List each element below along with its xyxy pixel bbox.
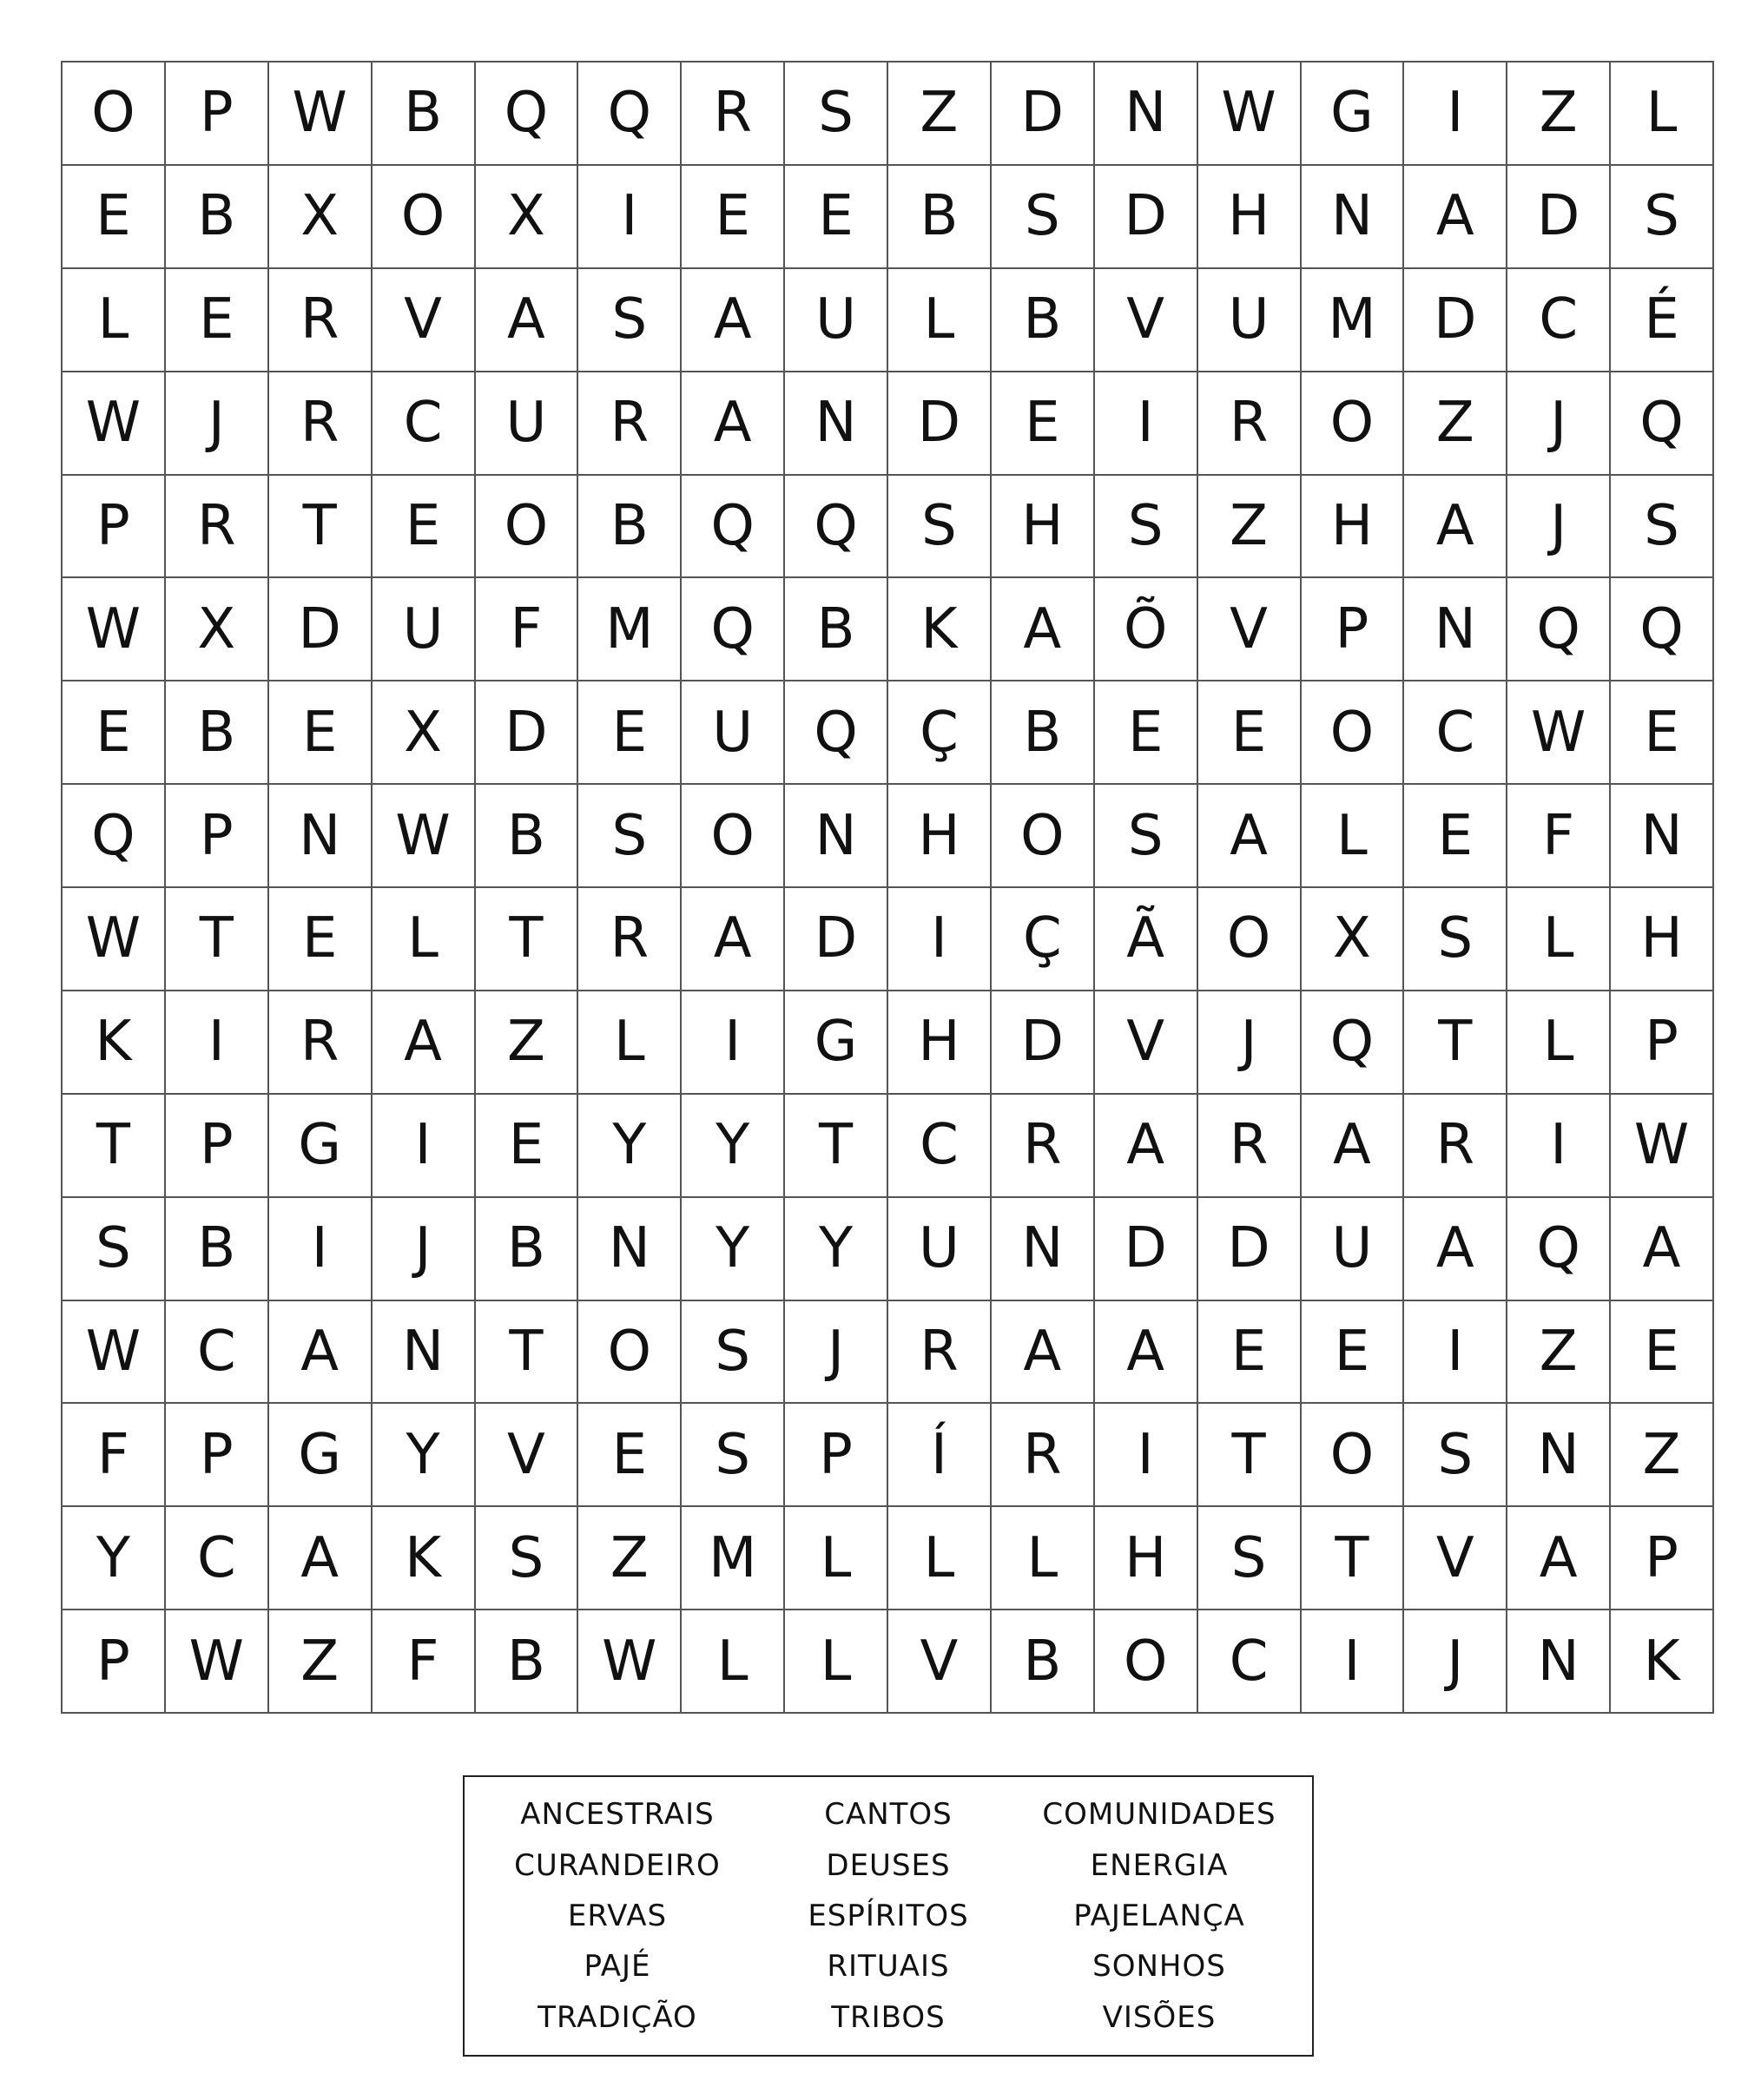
grid-cell[interactable]: I xyxy=(888,888,992,991)
grid-cell[interactable]: S xyxy=(1095,476,1198,579)
grid-cell[interactable]: E xyxy=(1198,681,1302,785)
grid-cell[interactable]: N xyxy=(269,785,373,888)
grid-cell[interactable]: K xyxy=(373,1507,476,1610)
letter-grid xyxy=(61,61,1714,1714)
grid-cell[interactable]: W xyxy=(63,1301,166,1405)
grid-cell[interactable]: W xyxy=(269,63,373,166)
word-list-item: PAJÉ xyxy=(584,1949,651,1985)
grid-cell[interactable]: I xyxy=(682,991,785,1095)
grid-cell[interactable]: H xyxy=(1095,1507,1198,1610)
grid-cell[interactable]: G xyxy=(1302,63,1405,166)
grid-cell[interactable]: I xyxy=(578,166,682,269)
grid-cell[interactable]: J xyxy=(1507,476,1611,579)
grid-cell[interactable]: I xyxy=(1404,63,1507,166)
grid-cell[interactable]: A xyxy=(373,991,476,1095)
grid-cell[interactable]: W xyxy=(63,372,166,476)
grid-cell[interactable]: Z xyxy=(1404,372,1507,476)
grid-cell[interactable]: F xyxy=(476,578,579,681)
grid-cell[interactable]: E xyxy=(476,1095,579,1198)
grid-cell[interactable]: L xyxy=(992,1507,1095,1610)
grid-cell[interactable]: I xyxy=(1095,372,1198,476)
grid-cell[interactable]: S xyxy=(888,476,992,579)
grid-cell[interactable]: D xyxy=(992,63,1095,166)
grid-cell[interactable]: O xyxy=(578,1301,682,1405)
grid-cell[interactable]: B xyxy=(373,63,476,166)
grid-cell[interactable]: Q xyxy=(578,63,682,166)
grid-cell[interactable]: R xyxy=(269,372,373,476)
grid-cell[interactable]: U xyxy=(888,1198,992,1301)
grid-cell[interactable]: L xyxy=(373,888,476,991)
grid-cell[interactable]: B xyxy=(166,681,269,785)
grid-cell[interactable]: Ç xyxy=(992,888,1095,991)
grid-cell[interactable]: O xyxy=(1302,1404,1405,1507)
grid-cell[interactable]: W xyxy=(166,1610,269,1714)
grid-cell[interactable]: N xyxy=(785,372,888,476)
grid-cell[interactable]: H xyxy=(888,785,992,888)
grid-cell[interactable]: S xyxy=(1404,888,1507,991)
grid-cell[interactable]: L xyxy=(1507,991,1611,1095)
grid-cell[interactable]: R xyxy=(1198,372,1302,476)
grid-cell[interactable]: X xyxy=(373,681,476,785)
grid-cell[interactable]: S xyxy=(578,785,682,888)
grid-cell[interactable]: Q xyxy=(63,785,166,888)
grid-cell[interactable]: B xyxy=(578,476,682,579)
grid-cell[interactable]: L xyxy=(785,1610,888,1714)
grid-cell[interactable]: P xyxy=(63,476,166,579)
grid-cell[interactable]: N xyxy=(373,1301,476,1405)
grid-cell[interactable]: H xyxy=(1302,476,1405,579)
grid-cell[interactable]: Q xyxy=(1302,991,1405,1095)
grid-cell[interactable]: S xyxy=(1198,1507,1302,1610)
word-list-item: TRADIÇÃO xyxy=(538,1999,697,2035)
grid-cell[interactable]: C xyxy=(1198,1610,1302,1714)
grid-cell[interactable]: R xyxy=(992,1095,1095,1198)
grid-cell[interactable]: L xyxy=(682,1610,785,1714)
grid-cell[interactable]: R xyxy=(682,63,785,166)
grid-cell[interactable]: Q xyxy=(785,476,888,579)
grid-cell[interactable]: V xyxy=(1095,991,1198,1095)
grid-cell[interactable]: J xyxy=(785,1301,888,1405)
grid-cell[interactable]: Õ xyxy=(1095,578,1198,681)
grid-cell[interactable]: B xyxy=(992,1610,1095,1714)
grid-cell[interactable]: H xyxy=(1611,888,1714,991)
grid-cell[interactable]: C xyxy=(1507,269,1611,372)
grid-cell[interactable]: D xyxy=(1095,166,1198,269)
grid-cell[interactable]: P xyxy=(1302,578,1405,681)
grid-cell[interactable]: Z xyxy=(1611,1404,1714,1507)
grid-cell[interactable]: Z xyxy=(578,1507,682,1610)
grid-cell[interactable]: N xyxy=(992,1198,1095,1301)
grid-cell[interactable]: Q xyxy=(1611,578,1714,681)
grid-cell[interactable]: S xyxy=(1095,785,1198,888)
grid-cell[interactable]: Y xyxy=(63,1507,166,1610)
grid-cell[interactable]: A xyxy=(1198,785,1302,888)
grid-cell[interactable]: Q xyxy=(682,476,785,579)
grid-cell[interactable]: S xyxy=(682,1301,785,1405)
grid-cell[interactable]: R xyxy=(1404,1095,1507,1198)
grid-cell[interactable]: O xyxy=(1302,681,1405,785)
grid-cell[interactable]: R xyxy=(269,269,373,372)
grid-cell[interactable]: E xyxy=(578,681,682,785)
grid-cell[interactable]: Q xyxy=(1507,1198,1611,1301)
grid-cell[interactable]: L xyxy=(63,269,166,372)
grid-cell[interactable]: E xyxy=(166,269,269,372)
grid-cell[interactable]: R xyxy=(269,991,373,1095)
grid-cell[interactable]: L xyxy=(785,1507,888,1610)
grid-cell[interactable]: E xyxy=(785,166,888,269)
grid-cell[interactable]: X xyxy=(269,166,373,269)
grid-cell[interactable]: A xyxy=(1611,1198,1714,1301)
grid-cell[interactable]: U xyxy=(1198,269,1302,372)
word-list-item: CANTOS xyxy=(824,1797,953,1833)
grid-cell[interactable]: U xyxy=(373,578,476,681)
grid-cell[interactable]: W xyxy=(1198,63,1302,166)
grid-cell[interactable]: A xyxy=(682,269,785,372)
grid-cell[interactable]: I xyxy=(1095,1404,1198,1507)
grid-cell[interactable]: R xyxy=(888,1301,992,1405)
grid-cell[interactable]: R xyxy=(166,476,269,579)
grid-cell[interactable]: U xyxy=(476,372,579,476)
grid-cell[interactable]: H xyxy=(1198,166,1302,269)
grid-cell[interactable]: H xyxy=(888,991,992,1095)
grid-cell[interactable]: T xyxy=(1404,991,1507,1095)
grid-cell[interactable]: A xyxy=(1302,1095,1405,1198)
grid-cell[interactable]: Z xyxy=(1507,63,1611,166)
grid-cell[interactable]: S xyxy=(992,166,1095,269)
grid-cell[interactable]: S xyxy=(1611,166,1714,269)
grid-cell[interactable]: B xyxy=(166,166,269,269)
grid-cell[interactable]: T xyxy=(1198,1404,1302,1507)
grid-cell[interactable]: A xyxy=(682,372,785,476)
grid-cell[interactable]: O xyxy=(1198,888,1302,991)
word-list-item: DEUSES xyxy=(826,1847,951,1883)
grid-cell[interactable]: P xyxy=(166,1404,269,1507)
grid-cell[interactable]: V xyxy=(373,269,476,372)
grid-cell[interactable]: Q xyxy=(1507,578,1611,681)
grid-cell[interactable]: C xyxy=(166,1301,269,1405)
grid-cell[interactable]: O xyxy=(63,63,166,166)
grid-cell[interactable]: Z xyxy=(269,1610,373,1714)
grid-cell[interactable]: U xyxy=(682,681,785,785)
grid-cell[interactable]: Y xyxy=(785,1198,888,1301)
grid-cell[interactable]: P xyxy=(1611,1507,1714,1610)
grid-cell[interactable]: R xyxy=(578,372,682,476)
grid-cell[interactable]: L xyxy=(1302,785,1405,888)
grid-cell[interactable]: Z xyxy=(888,63,992,166)
grid-cell[interactable]: I xyxy=(166,991,269,1095)
grid-cell[interactable]: N xyxy=(1507,1610,1611,1714)
grid-cell[interactable]: Q xyxy=(785,681,888,785)
grid-cell[interactable]: A xyxy=(1404,476,1507,579)
grid-cell[interactable]: E xyxy=(63,681,166,785)
grid-cell[interactable]: E xyxy=(1611,681,1714,785)
word-list-item: TRIBOS xyxy=(831,1999,946,2035)
word-list-item: SONHOS xyxy=(1092,1949,1226,1985)
grid-cell[interactable]: I xyxy=(373,1095,476,1198)
grid-cell[interactable]: R xyxy=(1198,1095,1302,1198)
grid-cell[interactable]: D xyxy=(785,888,888,991)
grid-cell[interactable]: G xyxy=(269,1095,373,1198)
grid-cell[interactable]: G xyxy=(785,991,888,1095)
grid-cell[interactable]: B xyxy=(992,269,1095,372)
grid-cell[interactable]: I xyxy=(269,1198,373,1301)
grid-cell[interactable]: T xyxy=(166,888,269,991)
grid-cell[interactable]: U xyxy=(785,269,888,372)
grid-cell[interactable]: V xyxy=(476,1404,579,1507)
grid-cell[interactable]: O xyxy=(476,476,579,579)
grid-cell[interactable]: O xyxy=(373,166,476,269)
grid-cell[interactable]: V xyxy=(888,1610,992,1714)
grid-cell[interactable]: D xyxy=(476,681,579,785)
grid-cell[interactable]: U xyxy=(1302,1198,1405,1301)
grid-cell[interactable]: P xyxy=(63,1610,166,1714)
grid-cell[interactable]: D xyxy=(269,578,373,681)
grid-cell[interactable]: W xyxy=(63,578,166,681)
grid-cell[interactable]: A xyxy=(682,888,785,991)
grid-cell[interactable]: J xyxy=(373,1198,476,1301)
grid-cell[interactable]: T xyxy=(63,1095,166,1198)
grid-cell[interactable]: K xyxy=(888,578,992,681)
grid-cell[interactable]: E xyxy=(1302,1301,1405,1405)
grid-cell[interactable]: N xyxy=(578,1198,682,1301)
grid-cell[interactable]: E xyxy=(269,681,373,785)
grid-cell[interactable]: C xyxy=(373,372,476,476)
grid-cell[interactable]: L xyxy=(578,991,682,1095)
grid-cell[interactable]: T xyxy=(269,476,373,579)
grid-cell[interactable]: J xyxy=(1404,1610,1507,1714)
grid-cell[interactable]: V xyxy=(1095,269,1198,372)
grid-cell[interactable]: T xyxy=(785,1095,888,1198)
grid-cell[interactable]: L xyxy=(888,269,992,372)
grid-cell[interactable]: O xyxy=(682,785,785,888)
grid-cell[interactable]: A xyxy=(269,1507,373,1610)
word-list-item: ESPÍRITOS xyxy=(808,1898,969,1933)
grid-cell[interactable]: X xyxy=(1302,888,1405,991)
grid-cell[interactable]: H xyxy=(992,476,1095,579)
grid-cell[interactable]: P xyxy=(1611,991,1714,1095)
grid-cell[interactable]: S xyxy=(1611,476,1714,579)
grid-cell[interactable]: D xyxy=(1404,269,1507,372)
grid-cell[interactable]: S xyxy=(63,1198,166,1301)
grid-cell[interactable]: E xyxy=(269,888,373,991)
grid-cell[interactable]: P xyxy=(166,63,269,166)
grid-cell[interactable]: É xyxy=(1611,269,1714,372)
grid-cell[interactable]: G xyxy=(269,1404,373,1507)
grid-cell[interactable]: W xyxy=(578,1610,682,1714)
grid-cell[interactable]: L xyxy=(1507,888,1611,991)
word-list xyxy=(463,1775,1314,2057)
grid-cell[interactable]: V xyxy=(1198,578,1302,681)
grid-cell[interactable]: B xyxy=(476,1198,579,1301)
grid-cell[interactable]: J xyxy=(1507,372,1611,476)
grid-cell[interactable]: L xyxy=(888,1507,992,1610)
grid-cell[interactable]: R xyxy=(992,1404,1095,1507)
grid-cell[interactable]: Q xyxy=(682,578,785,681)
word-list-item: PAJELANÇA xyxy=(1073,1898,1245,1933)
grid-cell[interactable]: K xyxy=(63,991,166,1095)
grid-cell[interactable]: B xyxy=(166,1198,269,1301)
grid-cell[interactable]: C xyxy=(888,1095,992,1198)
grid-cell[interactable]: I xyxy=(1302,1610,1405,1714)
grid-cell[interactable]: N xyxy=(1095,63,1198,166)
grid-cell[interactable]: X xyxy=(166,578,269,681)
grid-cell[interactable]: O xyxy=(1302,372,1405,476)
grid-cell[interactable]: R xyxy=(578,888,682,991)
grid-cell[interactable]: N xyxy=(785,785,888,888)
grid-cell[interactable]: N xyxy=(1404,578,1507,681)
grid-cell[interactable]: W xyxy=(1611,1095,1714,1198)
grid-cell[interactable]: T xyxy=(476,888,579,991)
grid-cell[interactable]: A xyxy=(1404,166,1507,269)
grid-cell[interactable]: A xyxy=(1095,1095,1198,1198)
grid-cell[interactable]: T xyxy=(476,1301,579,1405)
grid-cell[interactable]: E xyxy=(1404,785,1507,888)
grid-cell[interactable]: F xyxy=(63,1404,166,1507)
grid-cell[interactable]: E xyxy=(682,166,785,269)
word-list-item: ENERGIA xyxy=(1090,1847,1229,1883)
grid-cell[interactable]: O xyxy=(1095,1610,1198,1714)
grid-cell[interactable]: Y xyxy=(578,1095,682,1198)
grid-cell[interactable]: B xyxy=(476,785,579,888)
grid-cell[interactable]: F xyxy=(1507,785,1611,888)
grid-cell[interactable]: M xyxy=(682,1507,785,1610)
grid-cell[interactable]: E xyxy=(63,166,166,269)
grid-cell[interactable]: B xyxy=(785,578,888,681)
grid-cell[interactable]: O xyxy=(992,785,1095,888)
grid-cell[interactable]: Y xyxy=(373,1404,476,1507)
word-list-item: ERVAS xyxy=(567,1898,668,1933)
grid-cell[interactable]: Ç xyxy=(888,681,992,785)
grid-cell[interactable]: Z xyxy=(476,991,579,1095)
grid-cell[interactable]: W xyxy=(373,785,476,888)
grid-cell[interactable]: C xyxy=(1404,681,1507,785)
grid-cell[interactable]: P xyxy=(166,785,269,888)
grid-cell[interactable]: L xyxy=(1611,63,1714,166)
grid-cell[interactable]: P xyxy=(785,1404,888,1507)
grid-cell[interactable]: B xyxy=(476,1610,579,1714)
word-list-item: CURANDEIRO xyxy=(514,1847,721,1883)
grid-cell[interactable]: S xyxy=(476,1507,579,1610)
grid-cell[interactable]: C xyxy=(166,1507,269,1610)
grid-cell[interactable]: N xyxy=(1611,785,1714,888)
word-list-item: ANCESTRAIS xyxy=(520,1797,715,1833)
grid-cell[interactable]: Y xyxy=(682,1095,785,1198)
grid-cell[interactable]: W xyxy=(1507,681,1611,785)
grid-cell[interactable]: S xyxy=(785,63,888,166)
grid-cell[interactable]: Í xyxy=(888,1404,992,1507)
grid-cell[interactable]: I xyxy=(1404,1301,1507,1405)
grid-cell[interactable]: J xyxy=(166,372,269,476)
grid-cell[interactable]: K xyxy=(1611,1610,1714,1714)
grid-cell[interactable]: S xyxy=(682,1404,785,1507)
grid-cell[interactable]: I xyxy=(1507,1095,1611,1198)
word-list-item: RITUAIS xyxy=(827,1949,950,1985)
grid-cell[interactable]: E xyxy=(1611,1301,1714,1405)
word-list-item: COMUNIDADES xyxy=(1042,1797,1276,1833)
grid-cell[interactable]: D xyxy=(888,372,992,476)
grid-cell[interactable]: D xyxy=(992,991,1095,1095)
grid-cell[interactable]: A xyxy=(1404,1198,1507,1301)
grid-cell[interactable]: S xyxy=(1404,1404,1507,1507)
grid-cell[interactable]: P xyxy=(166,1095,269,1198)
word-list-item: VISÕES xyxy=(1102,1999,1217,2035)
grid-cell[interactable]: Z xyxy=(1198,476,1302,579)
grid-cell[interactable]: M xyxy=(578,578,682,681)
grid-cell[interactable]: M xyxy=(1302,269,1405,372)
grid-cell[interactable]: X xyxy=(476,166,579,269)
grid-cell[interactable]: D xyxy=(1095,1198,1198,1301)
grid-cell[interactable]: E xyxy=(1095,681,1198,785)
grid-cell[interactable]: Q xyxy=(1611,372,1714,476)
grid-cell[interactable]: E xyxy=(1198,1301,1302,1405)
grid-cell[interactable]: E xyxy=(373,476,476,579)
grid-cell[interactable]: A xyxy=(1095,1301,1198,1405)
grid-cell[interactable]: N xyxy=(1507,1404,1611,1507)
grid-cell[interactable]: T xyxy=(1302,1507,1405,1610)
grid-cell[interactable]: E xyxy=(578,1404,682,1507)
grid-cell[interactable]: A xyxy=(992,1301,1095,1405)
grid-cell[interactable]: N xyxy=(1302,166,1405,269)
grid-cell[interactable]: B xyxy=(992,681,1095,785)
grid-cell[interactable]: W xyxy=(63,888,166,991)
grid-cell[interactable]: J xyxy=(1198,991,1302,1095)
grid-cell[interactable]: A xyxy=(476,269,579,372)
grid-cell[interactable]: Z xyxy=(1507,1301,1611,1405)
grid-cell[interactable]: D xyxy=(1507,166,1611,269)
grid-cell[interactable]: A xyxy=(269,1301,373,1405)
grid-cell[interactable]: Y xyxy=(682,1198,785,1301)
grid-cell[interactable]: E xyxy=(992,372,1095,476)
grid-cell[interactable]: Ã xyxy=(1095,888,1198,991)
grid-cell[interactable]: F xyxy=(373,1610,476,1714)
grid-cell[interactable]: A xyxy=(992,578,1095,681)
grid-cell[interactable]: S xyxy=(578,269,682,372)
grid-cell[interactable]: D xyxy=(1198,1198,1302,1301)
grid-cell[interactable]: V xyxy=(1404,1507,1507,1610)
grid-cell[interactable]: A xyxy=(1507,1507,1611,1610)
grid-cell[interactable]: B xyxy=(888,166,992,269)
grid-cell[interactable]: Q xyxy=(476,63,579,166)
